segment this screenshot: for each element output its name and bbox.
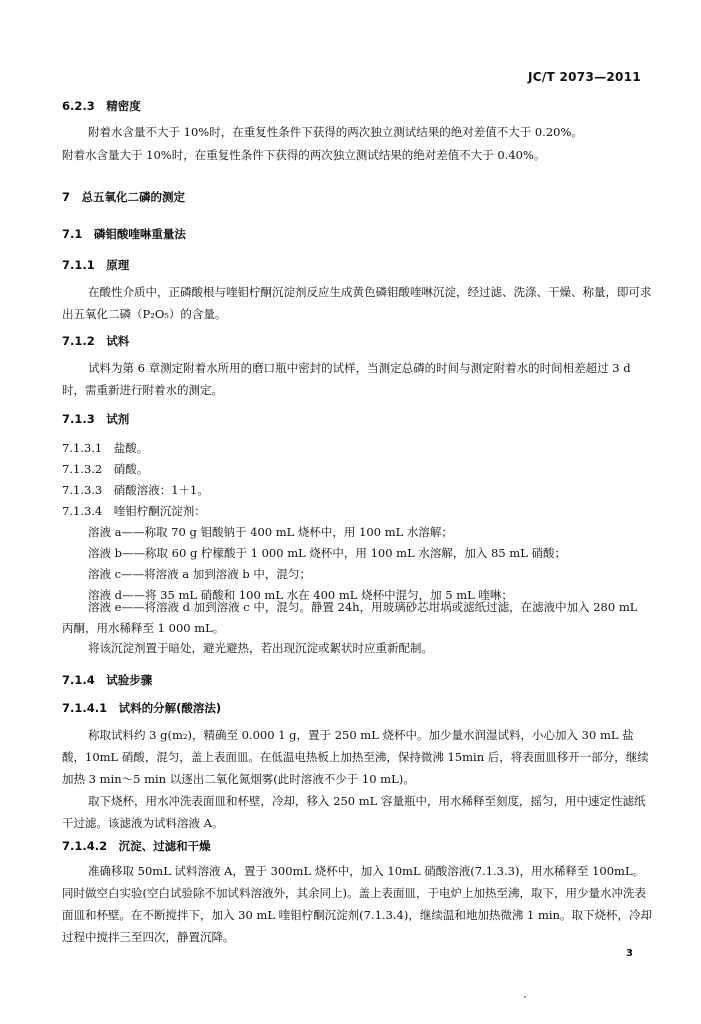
item-7-1-3-1: 7.1.3.1 盐酸。 [62,441,149,455]
section-7-1-4-2-title: 7.1.4.2 沉淀、过滤和干燥 [62,839,211,853]
section-7-title: 7 总五氧化二磷的测定 [62,190,186,204]
section-7-1-2-para: 试料为第 6 章测定附着水所用的磨口瓶中密封的试样，当测定总磷的时间与测定附着水的时间相差超过 3 d 时，需重新进行附着水的测定。 [62,361,631,397]
section-7-1-title: 7.1 磷钼酸喹啉重量法 [62,227,186,241]
scan-speck [524,996,526,998]
solution-e: 溶液 e——将溶液 d 加到溶液 c 中，混匀。静置 24h，用玻璃砂芯坩埚或滤纸过滤，在滤液中加入 280 mL 丙酮，用水稀释至 1 000 mL。 [62,600,638,635]
reagent-storage-note: 将该沉淀剂置于暗处，避光避热，若出现沉淀或絮状时应重新配制。 [88,641,433,655]
solution-d: 溶液 d——将 35 mL 硝酸和 100 mL 水在 400 mL 烧杯中混匀，加 5 mL 喹啉； [88,588,513,602]
section-7-1-2-title: 7.1.2 试料 [62,334,130,348]
section-7-1-1-title: 7.1.1 原理 [62,258,130,272]
solution-c: 溶液 c——将溶液 a 加到溶液 b 中，混匀； [88,567,311,581]
section-7-1-4-1-para-2: 取下烧杯，用水冲洗表面皿和杯壁，冷却，移入 250 mL 容量瓶中，用水稀释至刻度，摇匀，用中速定性滤纸干过滤。该滤液为试料溶液 A。 [62,794,646,830]
section-7-1-4-1-title: 7.1.4.1 试料的分解(酸溶法) [62,701,222,715]
section-7-1-3-title: 7.1.3 试剂 [62,412,130,426]
section-6-2-3-para-1: 附着水含量不大于 10%时，在重复性条件下获得的两次独立测试结果的绝对差值不大于 0.20%。 [88,125,583,139]
item-7-1-3-3: 7.1.3.3 硝酸溶液：1＋1。 [62,483,209,497]
solution-b: 溶液 b——称取 60 g 柠檬酸于 1 000 mL 烧杯中，用 100 mL 水溶解，加入 85 mL 硝酸； [88,546,567,560]
section-6-2-3-para-2: 附着水含量大于 10%时，在重复性条件下获得的两次独立测试结果的绝对差值不大于 0.40%。 [62,148,546,162]
item-7-1-3-2: 7.1.3.2 硝酸。 [62,462,149,476]
section-7-1-4-title: 7.1.4 试验步骤 [62,673,153,687]
section-7-1-4-2-para: 准确移取 50mL 试料溶液 A，置于 300mL 烧杯中，加入 10mL 硝酸溶液(7.1.3.3)，用水稀释至 100mL。同时做空白实验(空白试验除不加试料溶液外，其余同上)。盖上表面皿，于电炉上加热至沸，取下，用少量水冲洗表面皿和杯壁。在不断搅拌下，加入 30 mL 喹钼柠酮沉淀剂(7.1.3.4)，继续温和地加热微沸 1 min。取下烧杯，冷却过程中搅拌三至四次，静置沉降。 [62,864,652,944]
solution-a: 溶液 a——称取 70 g 钼酸钠于 400 mL 烧杯中，用 100 mL 水溶解； [88,525,453,539]
page-number: 3 [626,948,633,959]
section-7-1-4-1-para-1: 称取试料约 3 g(m₂)，精确至 0.000 1 g，置于 250 mL 烧杯中。加少量水润湿试料，小心加入 30 mL 盐酸，10mL 硝酸，混匀，盖上表面皿。在低温电热板上加热至沸，保持微沸 15min 后，将表面皿移开一部分，继续加热 3 min～5 min 以逐出二氧化氮烟雾(此时溶液不少于 10 mL)。 [62,728,649,786]
section-6-2-3-title: 6.2.3 精密度 [62,99,141,113]
section-7-1-1-para: 在酸性介质中，正磷酸根与喹钼柠酮沉淀剂反应生成黄色磷钼酸喹啉沉淀，经过滤、洗涤、干燥、称量，即可求出五氧化二磷（P₂O₅）的含量。 [62,285,652,321]
standard-number: JC/T 2073—2011 [527,70,641,84]
item-7-1-3-4: 7.1.3.4 喹钼柠酮沉淀剂： [62,504,206,518]
